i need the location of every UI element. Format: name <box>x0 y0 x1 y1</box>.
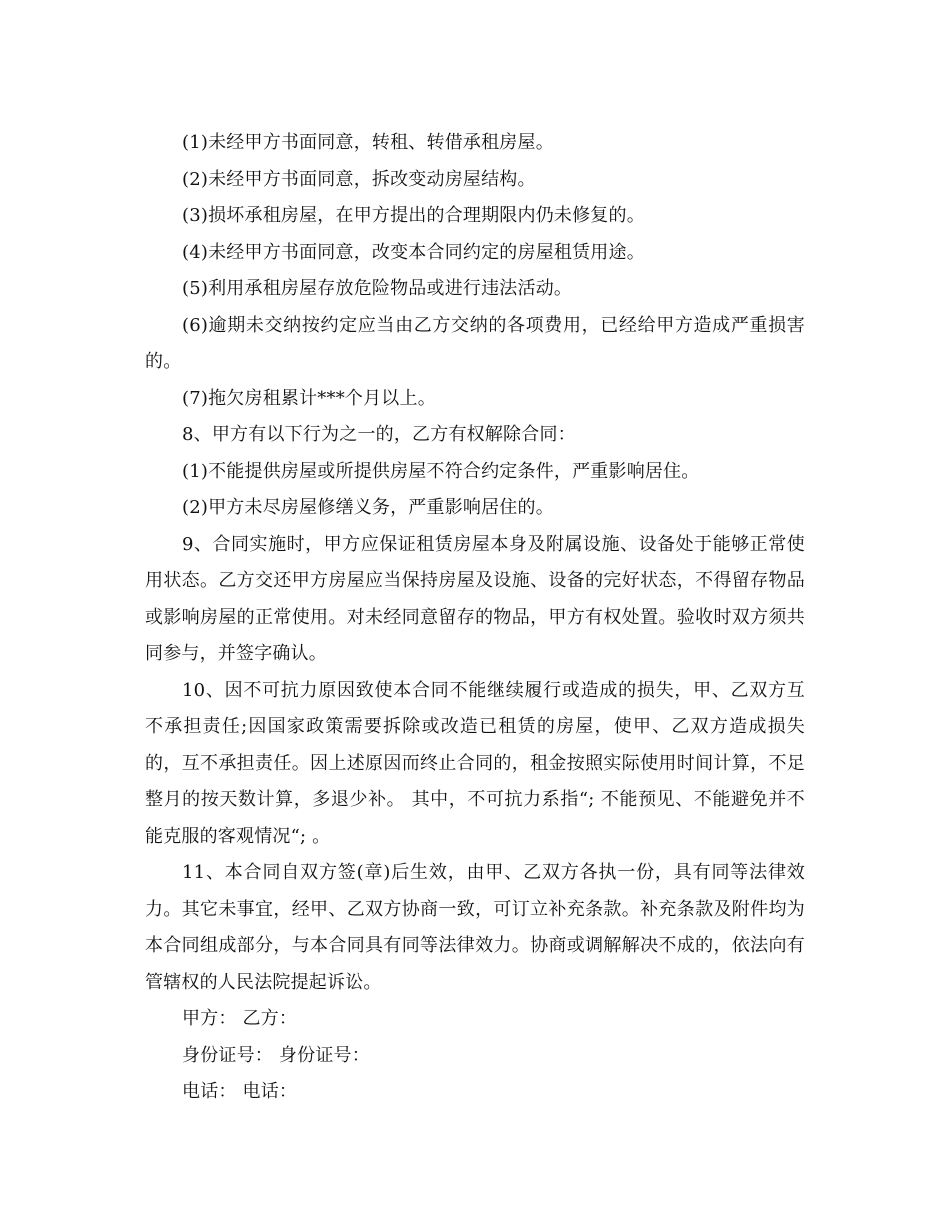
clause-7-rent-arrears: (7)拖欠房租累计***个月以上。 <box>182 387 436 409</box>
clause-3-damage: (3)损坏承租房屋，在甲方提出的合理期限内仍未修复的。 <box>182 205 645 226</box>
clause-5-dangerous-goods: (5)利用承租房屋存放危险物品或进行违法活动。 <box>182 278 573 299</box>
clause-1-sublet: (1)未经甲方书面同意，转租、转借承租房屋。 <box>182 132 554 153</box>
signature-phones: 电话： 电话： <box>182 1081 298 1102</box>
section-8-item-2: (2)甲方未尽房屋修缮义务，严重影响居住的。 <box>182 497 554 518</box>
section-8-heading: 8、甲方有以下行为之一的，乙方有权解除合同： <box>182 424 576 445</box>
signature-id-numbers: 身份证号： 身份证号： <box>182 1044 370 1066</box>
clause-4-change-use: (4)未经甲方书面同意，改变本合同约定的房屋租赁用途。 <box>182 241 645 263</box>
section-9-paragraph: 9、合同实施时，甲方应保证租赁房屋本身及附属设施、设备处于能够正常使用状态。乙方交还甲方房屋应当保持房屋及设施、设备的完好状态，不得留存物品或影响房屋的正常使用。对未经同意留存的物品，甲方有权处置。验收时双方须共同参与，并签字确认。 <box>145 533 805 664</box>
section-8-item-1: (1)不能提供房屋或所提供房屋不符合约定条件，严重影响居住。 <box>182 460 700 482</box>
clause-2-alter-structure: (2)未经甲方书面同意，拆改变动房屋结构。 <box>182 168 536 190</box>
section-10-paragraph: 10、因不可抗力原因致使本合同不能继续履行或造成的损失，甲、乙双方互不承担责任;因国家政策需要拆除或改造已租赁的房屋，使甲、乙双方造成损失的，互不承担责任。因上述原因而终止合同的，租金按照实际使用时间计算，不足整月的按天数计算，多退少补。 其中，不可抗力系指“; 不能预见、不能避免并不能克服的客观情况“; 。 <box>145 679 805 847</box>
section-11-paragraph: 11、本合同自双方签(章)后生效，由甲、乙双方各执一份，具有同等法律效力。其它未事宜，经甲、乙双方协商一致，可订立补充条款。补充条款及附件均为本合同组成部分，与本合同具有同等法律效力。协商或调解解决不成的，依法向有管辖权的人民法院提起诉讼。 <box>145 862 805 993</box>
signature-parties: 甲方： 乙方： <box>182 1008 298 1029</box>
clause-6-overdue-fees: (6)逾期未交纳按约定应当由乙方交纳的各项费用，已经给甲方造成严重损害的。 <box>145 314 805 372</box>
